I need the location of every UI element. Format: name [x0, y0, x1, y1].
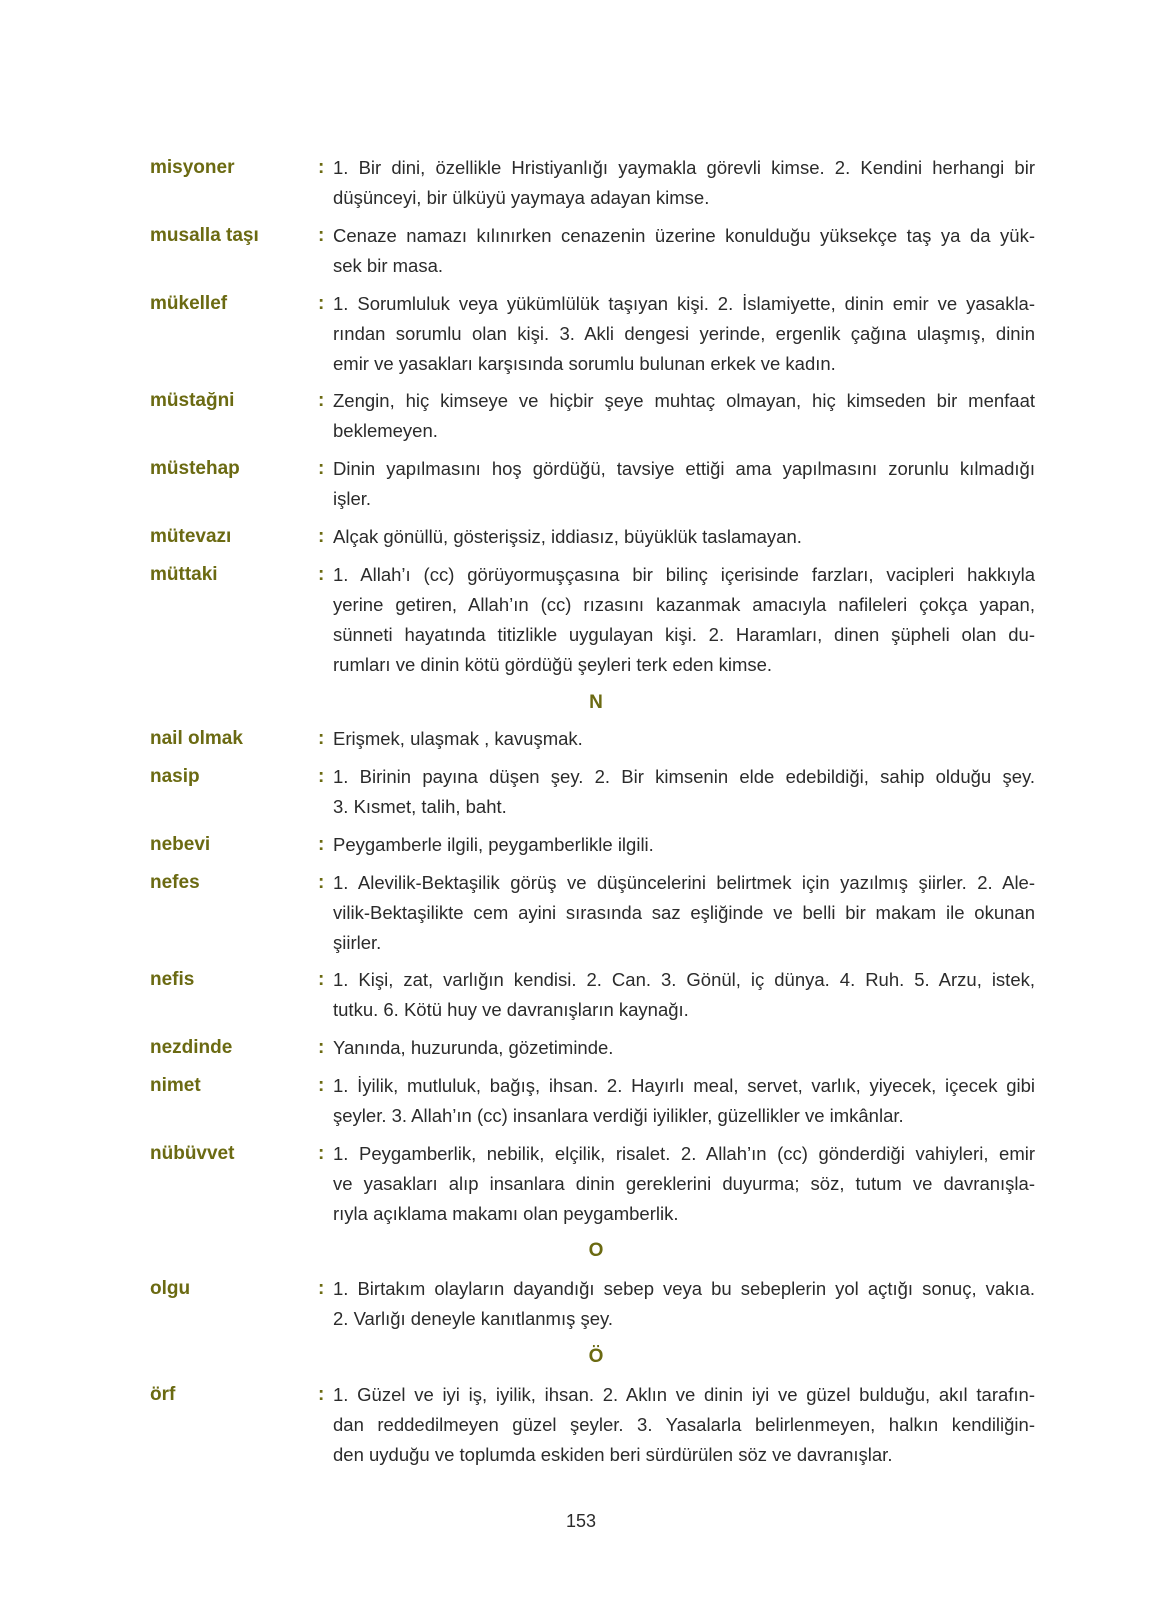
definition-line: işler.	[333, 488, 372, 509]
definition-line: 1. Birtakım olayların dayandığı sebep veya bu sebeplerin yol açtığı sonuç, vakıa.	[333, 1278, 1035, 1299]
glossary-term: nebevi	[150, 834, 211, 855]
definition-line: vilik-Bektaşilikte cem ayini sırasında saz eşliğinde ve belli bir makam ile okunan	[333, 902, 1035, 923]
glossary-term: nail olmak	[150, 728, 243, 749]
term-separator: :	[318, 1278, 325, 1299]
definition-line: Zengin, hiç kimseye ve hiçbir şeye muhtaç olmayan, hiç kimseden bir menfaat	[333, 390, 1035, 411]
section-letter-heading: Ö	[588, 1346, 604, 1367]
glossary-definition	[333, 1139, 1035, 1229]
glossary-definition	[333, 1033, 1035, 1063]
term-separator: :	[318, 1037, 325, 1058]
term-separator: :	[318, 1384, 325, 1405]
glossary-term: müstehap	[150, 458, 240, 479]
glossary-term: müttaki	[150, 564, 218, 585]
definition-line: rından sorumlu olan kişi. 3. Akli dengesi yerinde, ergenlik çağına ulaşmış, dinin	[333, 323, 1035, 344]
glossary-definition	[333, 868, 1035, 958]
term-separator: :	[318, 157, 325, 178]
term-separator: :	[318, 969, 325, 990]
definition-line: sünneti hayatında titizlikle uygulayan kişi. 2. Haramları, dinen şüpheli olan du-	[333, 624, 1035, 645]
definition-line: rıyla açıklama makamı olan peygamberlik.	[333, 1203, 679, 1224]
definition-line: şiirler.	[333, 932, 382, 953]
definition-line: 1. İyilik, mutluluk, bağış, ihsan. 2. Hayırlı meal, servet, varlık, yiyecek, içecek gibi	[333, 1075, 1035, 1096]
term-separator: :	[318, 390, 325, 411]
glossary-definition	[333, 830, 1035, 860]
definition-line: 1. Alevilik-Bektaşilik görüş ve düşüncelerini belirtmek için yazılmış şiirler. 2. Ale-	[333, 872, 1035, 893]
term-separator: :	[318, 1143, 325, 1164]
glossary-definition	[333, 1380, 1035, 1470]
term-separator: :	[318, 526, 325, 547]
definition-line: den uyduğu ve toplumda eskiden beri sürdürülen söz ve davranışlar.	[333, 1444, 893, 1465]
definition-line: Alçak gönüllü, gösterişsiz, iddiasız, büyüklük taslamayan.	[333, 526, 802, 547]
section-letter-heading: O	[588, 1240, 604, 1261]
glossary-definition	[333, 965, 1035, 1025]
glossary-term: müstağni	[150, 390, 235, 411]
glossary-definition	[333, 1274, 1035, 1334]
term-separator: :	[318, 766, 325, 787]
glossary-term: mükellef	[150, 293, 228, 314]
definition-line: 3. Kısmet, talih, baht.	[333, 796, 507, 817]
glossary-definition	[333, 153, 1035, 213]
definition-line: Dinin yapılmasını hoş gördüğü, tavsiye ettiği ama yapılmasını zorunlu kılmadığı	[333, 458, 1035, 479]
definition-line: Yanında, huzurunda, gözetiminde.	[333, 1037, 614, 1058]
glossary-definition	[333, 386, 1035, 446]
term-separator: :	[318, 1075, 325, 1096]
definition-line: sek bir masa.	[333, 255, 444, 276]
glossary-term: nimet	[150, 1075, 201, 1096]
glossary-term: nefis	[150, 969, 195, 990]
definition-line: 1. Kişi, zat, varlığın kendisi. 2. Can. 3. Gönül, iç dünya. 4. Ruh. 5. Arzu, istek,	[333, 969, 1035, 990]
term-separator: :	[318, 293, 325, 314]
definition-line: dan reddedilmeyen güzel şeyler. 3. Yasalarla belirlenmeyen, halkın kendiliğin-	[333, 1414, 1035, 1435]
definition-line: Erişmek, ulaşmak , kavuşmak.	[333, 728, 583, 749]
definition-line: düşünceyi, bir ülküyü yaymaya adayan kimse.	[333, 187, 710, 208]
definition-line: şeyler. 3. Allah’ın (cc) insanlara verdiği iyilikler, güzellikler ve imkânlar.	[333, 1105, 904, 1126]
glossary-definition	[333, 560, 1035, 680]
glossary-term: olgu	[150, 1278, 191, 1299]
definition-line: yerine getiren, Allah’ın (cc) rızasını kazanmak amacıyla nafileleri çokça yapan,	[333, 594, 1035, 615]
definition-line: beklemeyen.	[333, 420, 438, 441]
glossary-term: misyoner	[150, 157, 235, 178]
term-separator: :	[318, 225, 325, 246]
glossary-definition	[333, 289, 1035, 379]
glossary-definition	[333, 522, 1035, 552]
glossary-definition	[333, 762, 1035, 822]
glossary-term: nefes	[150, 872, 200, 893]
glossary-term: örf	[150, 1384, 176, 1405]
glossary-term: nasip	[150, 766, 200, 787]
definition-line: 1. Peygamberlik, nebilik, elçilik, risalet. 2. Allah’ın (cc) gönderdiği vahiyleri, emir	[333, 1143, 1035, 1164]
glossary-term: mütevazı	[150, 526, 232, 547]
glossary-term: nezdinde	[150, 1037, 233, 1058]
term-separator: :	[318, 834, 325, 855]
glossary-term: nübüvvet	[150, 1143, 235, 1164]
glossary-definition	[333, 724, 1035, 754]
term-separator: :	[318, 458, 325, 479]
page-number: 153	[565, 1511, 597, 1531]
definition-line: 2. Varlığı deneyle kanıtlanmış şey.	[333, 1308, 614, 1329]
definition-line: 1. Bir dini, özellikle Hristiyanlığı yaymakla görevli kimse. 2. Kendini herhangi bir	[333, 157, 1035, 178]
term-separator: :	[318, 564, 325, 585]
definition-line: tutku. 6. Kötü huy ve davranışların kaynağı.	[333, 999, 689, 1020]
definition-line: emir ve yasakları karşısında sorumlu bulunan erkek ve kadın.	[333, 353, 836, 374]
glossary-definition	[333, 454, 1035, 514]
glossary-definition	[333, 221, 1035, 281]
term-separator: :	[318, 728, 325, 749]
definition-line: 1. Birinin payına düşen şey. 2. Bir kimsenin elde edebildiği, sahip olduğu şey.	[333, 766, 1035, 787]
definition-line: ve yasakları alıp insanlara dinin gereklerini duyurma; söz, tutum ve davranışla-	[333, 1173, 1035, 1194]
section-letter-heading: N	[589, 692, 603, 713]
definition-line: 1. Güzel ve iyi iş, iyilik, ihsan. 2. Aklın ve dinin iyi ve güzel bulduğu, akıl tarafın-	[333, 1384, 1035, 1405]
glossary-term: musalla taşı	[150, 225, 259, 246]
definition-line: Peygamberle ilgili, peygamberlikle ilgili.	[333, 834, 654, 855]
definition-line: 1. Sorumluluk veya yükümlülük taşıyan kişi. 2. İslamiyette, dinin emir ve yasakla-	[333, 293, 1035, 314]
term-separator: :	[318, 872, 325, 893]
definition-line: Cenaze namazı kılınırken cenazenin üzerine konulduğu yüksekçe taş ya da yük-	[333, 225, 1035, 246]
definition-line: 1. Allah’ı (cc) görüyormuşçasına bir bilinç içerisinde farzları, vacipleri hakkıyla	[333, 564, 1035, 585]
definition-line: rumları ve dinin kötü gördüğü şeyleri terk eden kimse.	[333, 654, 773, 675]
glossary-definition	[333, 1071, 1035, 1131]
